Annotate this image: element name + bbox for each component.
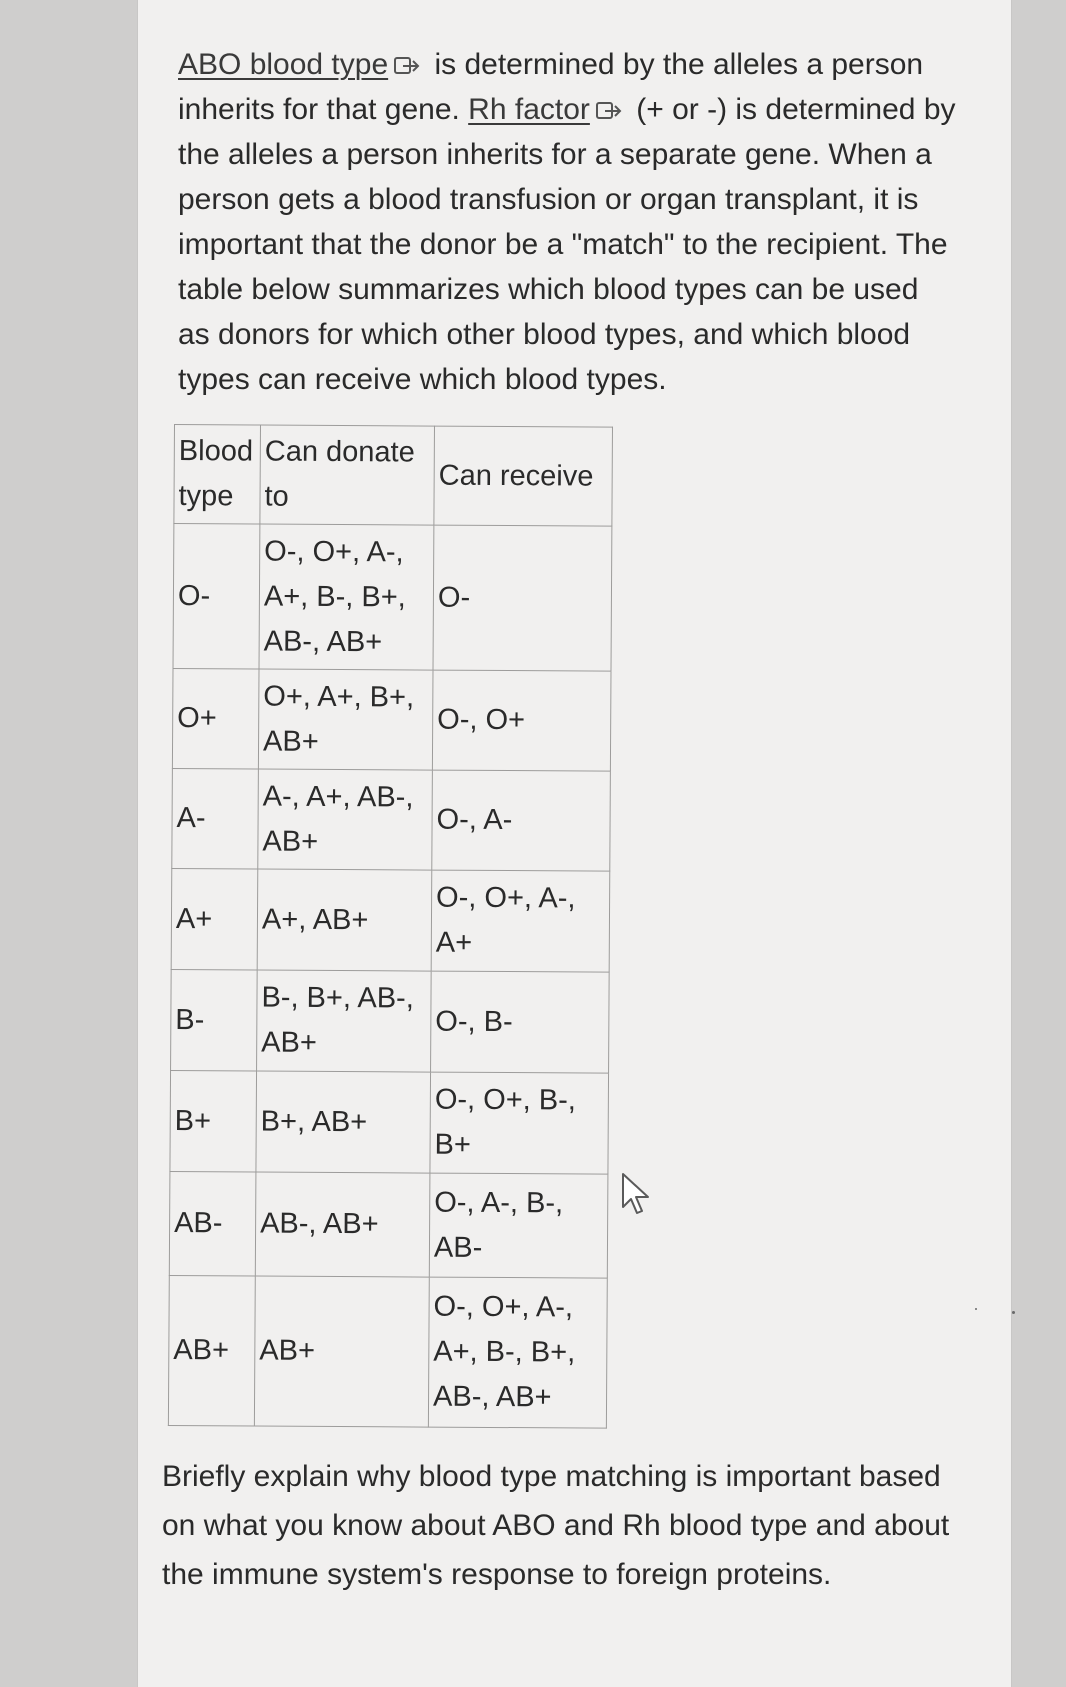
question-page	[137, 0, 1012, 1687]
intro-paragraph	[178, 42, 958, 402]
table-row	[173, 524, 612, 672]
screen-speck	[1012, 1311, 1015, 1314]
table-row	[169, 1171, 608, 1278]
cell-blood-type: O-	[173, 524, 260, 670]
table-row	[171, 969, 610, 1073]
cell-can-receive: O-, O+, B-, B+	[430, 1072, 609, 1174]
screen-speck	[975, 1308, 977, 1310]
cell-can-receive: O-, O+, A-, A+	[431, 870, 610, 972]
cell-can-donate: AB+	[254, 1276, 429, 1427]
table-row	[172, 668, 611, 771]
cell-can-receive: O-, A-, B-, AB-	[429, 1173, 608, 1278]
table-row	[168, 1275, 607, 1428]
cell-can-receive: O-, O+, A-, A+, B-, B+, AB-, AB+	[428, 1277, 607, 1428]
table-row	[171, 868, 610, 972]
cell-blood-type: O+	[172, 668, 259, 769]
blood-type-table	[168, 424, 613, 1429]
cell-can-donate: O+, A+, B+, AB+	[258, 669, 433, 770]
abo-blood-type-link[interactable]: ABO blood type	[178, 48, 389, 81]
cell-can-donate: A+, AB+	[257, 869, 432, 971]
intro-text-2: (+ or -) is determined by the alleles a person inherits for a separate gene. When a person gets a blood transfusion or organ transplant, it is important that the donor be a "match" to the recipient. The table below summarizes which blood types can be used as donors for which other blood types, and which blood types can receive which blood types.	[178, 93, 956, 396]
cell-blood-type: B-	[171, 969, 258, 1071]
cell-blood-type: A-	[172, 768, 259, 869]
cell-blood-type: AB-	[169, 1171, 256, 1276]
table-header-row	[174, 425, 613, 527]
cell-can-receive: O-, B-	[431, 971, 610, 1073]
cell-can-donate: B+, AB+	[256, 1071, 431, 1173]
external-link-icon[interactable]	[394, 56, 420, 76]
cell-can-receive: O-, O+	[432, 670, 611, 771]
question-prompt: Briefly explain why blood type matching is important based on what you know about ABO and Rh blood type and about the immune system's response to foreign proteins.	[162, 1460, 950, 1591]
rh-factor-link[interactable]: Rh factor	[468, 93, 590, 126]
header-blood-type: Blood type	[174, 425, 261, 525]
cell-can-receive: O-	[433, 525, 612, 671]
cell-can-receive: O-, A-	[432, 770, 611, 871]
cell-can-donate: O-, O+, A-, A+, B-, B+, AB-, AB+	[259, 524, 434, 670]
header-can-donate: Can donate to	[260, 425, 435, 525]
table-row	[172, 768, 611, 871]
header-can-receive: Can receive	[434, 426, 613, 526]
cell-blood-type: A+	[171, 868, 258, 970]
cell-can-donate: AB-, AB+	[255, 1172, 430, 1277]
cell-blood-type: AB+	[168, 1275, 255, 1426]
cell-can-donate: A-, A+, AB-, AB+	[258, 769, 433, 870]
cell-can-donate: B-, B+, AB-, AB+	[257, 970, 432, 1072]
external-link-icon[interactable]	[596, 101, 622, 121]
cell-blood-type: B+	[170, 1070, 257, 1172]
table-row	[170, 1070, 609, 1174]
mouse-cursor-icon	[619, 1171, 655, 1217]
intro-text-1: is determined by the alleles a person inherits for that gene.	[178, 48, 924, 126]
